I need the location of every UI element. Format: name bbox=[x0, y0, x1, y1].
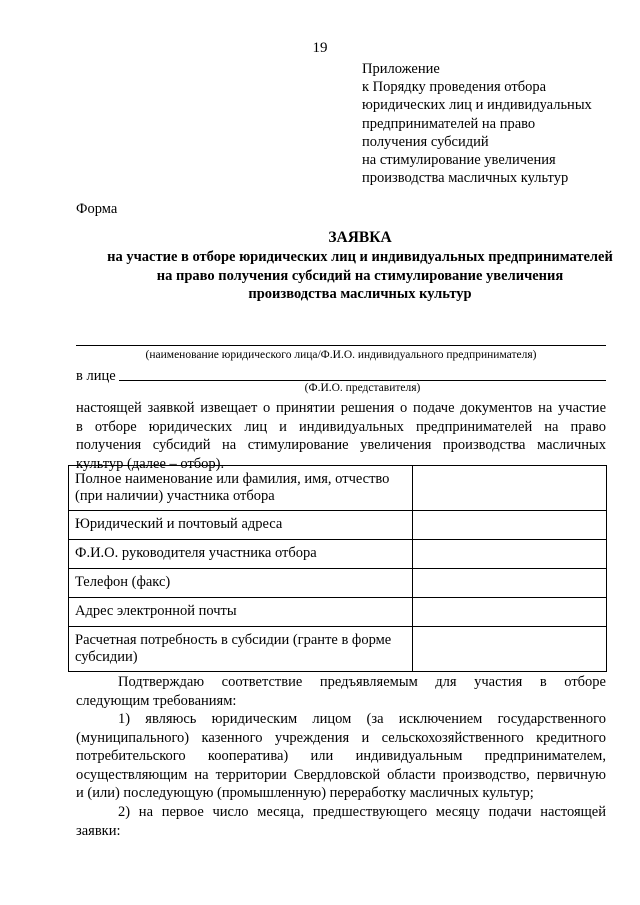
table-cell-label: Юридический и почтовый адреса bbox=[69, 511, 413, 540]
table-cell-value[interactable] bbox=[413, 511, 607, 540]
appendix-line: производства масличных культур bbox=[362, 170, 569, 187]
table-cell-value[interactable] bbox=[413, 569, 607, 598]
in-person-label: в лице bbox=[76, 368, 116, 384]
table-cell-label: Расчетная потребность в субсидии (гранте в форме субсидии) bbox=[69, 627, 413, 672]
table-row bbox=[69, 540, 607, 569]
appendix-line: предпринимателей на право bbox=[362, 115, 536, 132]
item-line: 1) являюсь юридическим лицом (за исключением государственного bbox=[118, 711, 606, 727]
appendix-line: к Порядку проведения отбора bbox=[362, 79, 547, 96]
table-row bbox=[69, 569, 607, 598]
confirm-line: Подтверждаю соответствие предъявляемым для участия в отборе bbox=[118, 674, 606, 690]
table-cell-value[interactable] bbox=[413, 598, 607, 627]
intro-line: культур (далее – отбор). bbox=[76, 455, 225, 472]
representative-caption: (Ф.И.О. представителя) bbox=[304, 382, 421, 394]
appendix-line: получения субсидий bbox=[362, 133, 489, 150]
appendix-line: Приложение bbox=[362, 61, 440, 77]
item-line: осуществляющим на территории Свердловской области производство, первичную bbox=[76, 766, 606, 783]
item-line: (муниципального) казенного учреждения и сельскохозяйственного кредитного bbox=[76, 729, 606, 746]
table-cell-label: Телефон (факс) bbox=[69, 569, 413, 598]
table-cell-value[interactable] bbox=[413, 540, 607, 569]
requirement-item-1 bbox=[76, 710, 606, 803]
table-row bbox=[69, 627, 607, 672]
document-subtitle bbox=[60, 248, 640, 304]
table-cell-label: Полное наименование или фамилия, имя, отчество (при наличии) участника отбора bbox=[69, 466, 413, 511]
table-cell-label: Ф.И.О. руководителя участника отбора bbox=[69, 540, 413, 569]
applicant-info-table bbox=[68, 465, 607, 672]
subtitle-line: на право получения субсидий на стимулирование увеличения bbox=[156, 267, 564, 284]
page-number: 19 bbox=[312, 40, 328, 56]
subtitle-line: на участие в отборе юридических лиц и индивидуальных предпринимателей bbox=[107, 249, 613, 265]
applicant-name-field[interactable] bbox=[76, 345, 606, 346]
table-row bbox=[69, 511, 607, 540]
appendix-line: юридических лиц и индивидуальных bbox=[362, 97, 592, 114]
item-line: и (или) последующую (промышленную) переработку масличных культур; bbox=[76, 785, 534, 801]
table-cell-label: Адрес электронной почты bbox=[69, 598, 413, 627]
item-line: потребительского кооператива) или индивидуальным предпринимателем, bbox=[76, 748, 606, 764]
table-row bbox=[69, 598, 607, 627]
table-row bbox=[69, 466, 607, 511]
subtitle-line: производства масличных культур bbox=[248, 286, 472, 302]
intro-line: получения субсидий на стимулирование увеличения производства масличных bbox=[76, 437, 606, 453]
applicant-caption: (наименование юридического лица/Ф.И.О. индивидуального предпринимателя) bbox=[145, 349, 537, 361]
appendix-heading bbox=[362, 60, 592, 187]
confirm-line: следующим требованиям: bbox=[76, 692, 237, 709]
item-line: 2) на первое число месяца, предшествующего месяцу подачи настоящей bbox=[118, 804, 606, 820]
requirement-item-2 bbox=[76, 803, 606, 840]
confirm-paragraph bbox=[76, 673, 606, 710]
appendix-line: на стимулирование увеличения bbox=[362, 152, 556, 169]
form-label: Форма bbox=[76, 201, 118, 217]
intro-line: настоящей заявкой извещает о принятии решения о подаче документов на участие bbox=[76, 400, 606, 416]
document-title: ЗАЯВКА bbox=[328, 229, 392, 246]
item-line: заявки: bbox=[76, 822, 121, 839]
table-cell-value[interactable] bbox=[413, 627, 607, 672]
representative-name-field[interactable] bbox=[119, 380, 606, 381]
intro-paragraph bbox=[76, 399, 606, 473]
intro-line: в отборе юридических лиц и индивидуальных предпринимателей на право bbox=[76, 418, 606, 435]
table-cell-value[interactable] bbox=[413, 466, 607, 511]
